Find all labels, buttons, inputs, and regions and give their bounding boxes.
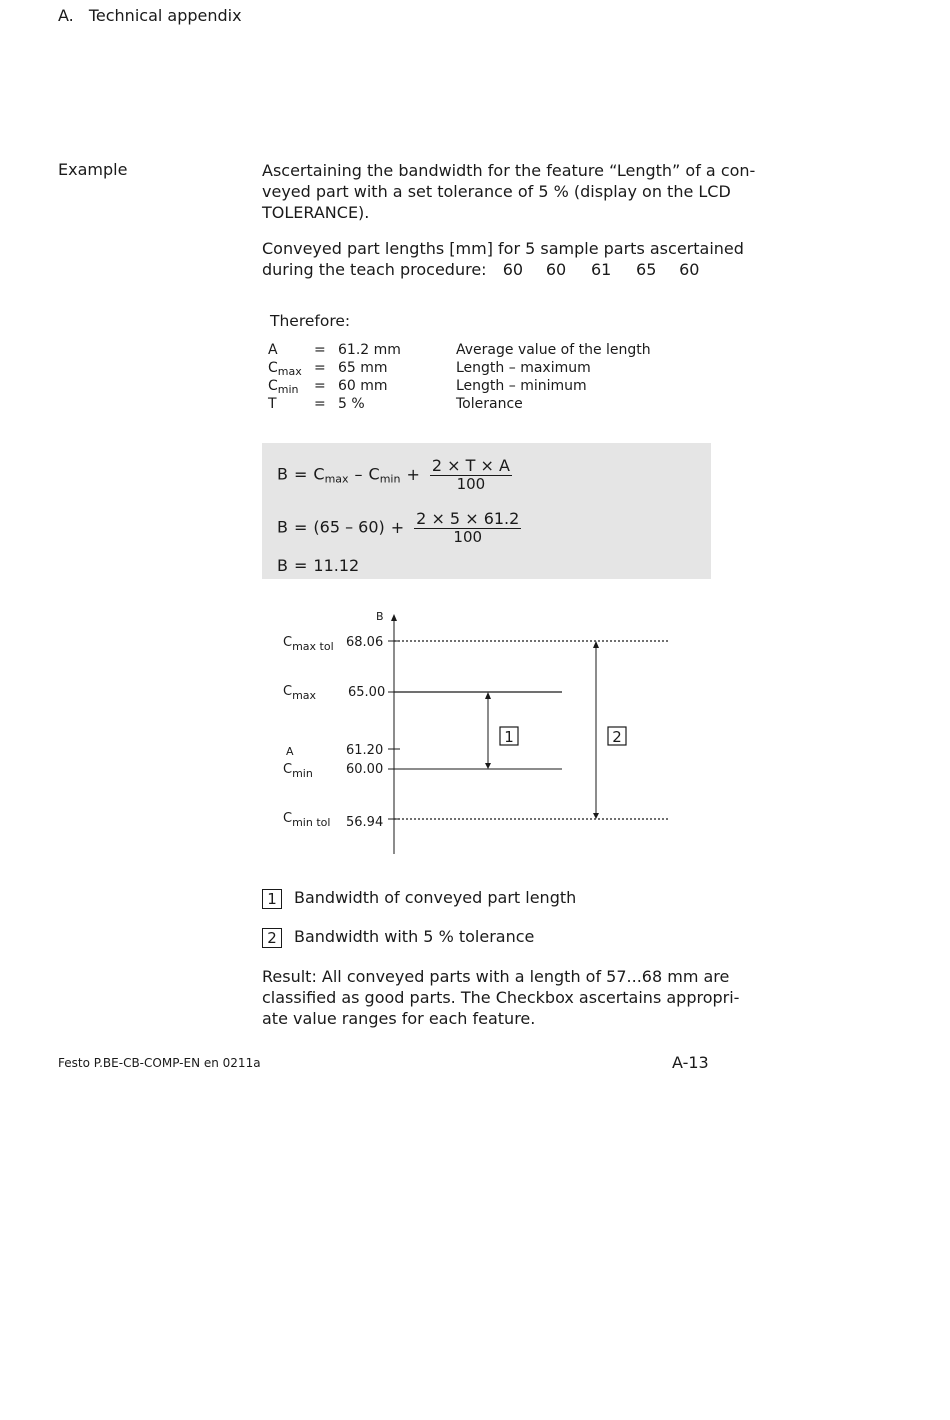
level-symbol: $C_{min tol}$: [283, 811, 331, 829]
formula-lhs: B: [277, 517, 288, 537]
def-symbol: C: [268, 360, 278, 376]
def-description: Tolerance: [456, 396, 523, 412]
level-symbol: A: [286, 745, 294, 758]
therefore-label: Therefore:: [270, 312, 351, 330]
legend-text: Bandwidth of conveyed part length: [294, 888, 577, 907]
marker-1-number: 1: [504, 728, 514, 746]
def-value: 61.2 mm: [338, 342, 401, 358]
legend-number: 1: [262, 889, 282, 909]
def-symbol: A: [268, 342, 278, 358]
formula-lhs: B: [277, 464, 288, 484]
formula-equals: =: [293, 464, 308, 484]
definition-row: [268, 359, 651, 377]
def-value: 5 %: [338, 396, 365, 412]
def-equals: =: [314, 360, 326, 376]
level-symbol: $C_{min}$: [283, 762, 313, 780]
level-value: 60.00: [346, 762, 384, 777]
result-line: ate value ranges for each feature.: [262, 1009, 536, 1028]
definition-row: [268, 395, 651, 413]
level-symbol: $C_{max}$: [283, 684, 317, 702]
def-equals: =: [314, 396, 326, 412]
intro-line: veyed part with a set tolerance of 5 % (display on the LCD: [262, 182, 731, 201]
formula-sub-max: max: [324, 472, 349, 486]
fraction-denominator: 100: [453, 528, 483, 546]
level-subscript: max: [292, 689, 317, 702]
def-equals: =: [314, 342, 326, 358]
samples-line: Conveyed part lengths [mm] for 5 sample parts ascertained: [262, 239, 744, 258]
axis-label: B: [376, 610, 384, 623]
def-description: Average value of the length: [456, 342, 651, 358]
fraction-denominator: 100: [456, 475, 486, 493]
marker-2-number: 2: [612, 728, 622, 746]
legend-text: Bandwidth with 5 % tolerance: [294, 927, 535, 946]
formula-result: 11.12: [313, 556, 360, 575]
formula-c-symbol: C: [368, 464, 380, 484]
level-subscript: min tol: [292, 816, 331, 829]
level-value: 61.20: [346, 743, 384, 758]
arrow-head-icon: [485, 763, 491, 769]
definition-row: [268, 341, 651, 359]
def-value: 60 mm: [338, 378, 388, 394]
def-description: Length – maximum: [456, 360, 591, 376]
fraction-numerator: 2 × T × A: [431, 456, 510, 475]
arrow-head-icon: [593, 641, 599, 648]
bandwidth-diagram: [262, 600, 682, 860]
result-line: Result: All conveyed parts with a length of 57...68 mm are: [262, 967, 730, 986]
section-letter: A.: [58, 6, 74, 25]
sample-value: 60: [679, 260, 700, 279]
formula-plus: +: [390, 517, 405, 537]
example-label: Example: [58, 160, 128, 179]
formula-fraction: [430, 457, 512, 493]
result-paragraph: [262, 966, 740, 1029]
legend-item: [262, 927, 534, 948]
legend-item: [262, 888, 576, 909]
def-description: Length – minimum: [456, 378, 587, 394]
formula-paren: (65 – 60): [313, 517, 385, 537]
axis-arrow-icon: [391, 614, 397, 621]
sample-value: 60: [502, 260, 524, 279]
section-title: Technical appendix: [88, 6, 242, 25]
formula-lhs: B: [277, 556, 288, 575]
definitions-table: [268, 341, 651, 413]
level-symbol: $C_{max tol}$: [283, 635, 334, 653]
level-subscript: max tol: [292, 640, 334, 653]
def-equals: =: [314, 378, 326, 394]
result-line: classified as good parts. The Checkbox ascertains appropri-: [262, 988, 740, 1007]
def-symbol: C: [268, 378, 278, 394]
samples-prefix: during the teach procedure:: [262, 260, 487, 279]
formula-line-result: [277, 556, 359, 575]
level-subscript: min: [292, 767, 313, 780]
formula-equals: =: [293, 517, 308, 537]
def-subscript: max: [277, 365, 302, 378]
formula-fraction: [414, 510, 521, 546]
formula-equals: =: [293, 556, 308, 575]
formula-minus: –: [354, 464, 363, 484]
level-value: 56.94: [346, 815, 384, 830]
page-number: A-13: [672, 1053, 709, 1072]
formula-c-symbol: C: [313, 464, 325, 484]
samples-values-line: [262, 259, 722, 280]
definition-row: [268, 377, 651, 395]
def-value: 65 mm: [338, 360, 388, 376]
samples-paragraph: [262, 238, 744, 280]
formula-line-general: [277, 457, 512, 493]
formula-line-substituted: [277, 510, 521, 546]
arrow-head-icon: [593, 813, 599, 819]
running-header: [58, 6, 252, 25]
intro-line: TOLERANCE).: [262, 203, 370, 222]
formula-box: [262, 443, 711, 579]
formula-plus: +: [406, 464, 420, 484]
formula-sub-min: min: [379, 472, 401, 486]
intro-line: Ascertaining the bandwidth for the feature “Length” of a con-: [262, 161, 756, 180]
level-value: 65.00: [348, 685, 386, 700]
intro-paragraph: [262, 160, 756, 223]
level-value: 68.06: [346, 635, 384, 650]
sample-value: 60: [545, 260, 567, 279]
arrow-head-icon: [485, 692, 491, 699]
legend-number: 2: [262, 928, 282, 948]
fraction-numerator: 2 × 5 × 61.2: [416, 509, 520, 528]
def-symbol: T: [268, 396, 277, 412]
def-subscript: min: [277, 383, 299, 396]
footer-doc-id: Festo P.BE-CB-COMP-EN en 0211a: [58, 1056, 261, 1070]
sample-value: 65: [636, 260, 657, 279]
sample-value: 61: [590, 260, 612, 279]
